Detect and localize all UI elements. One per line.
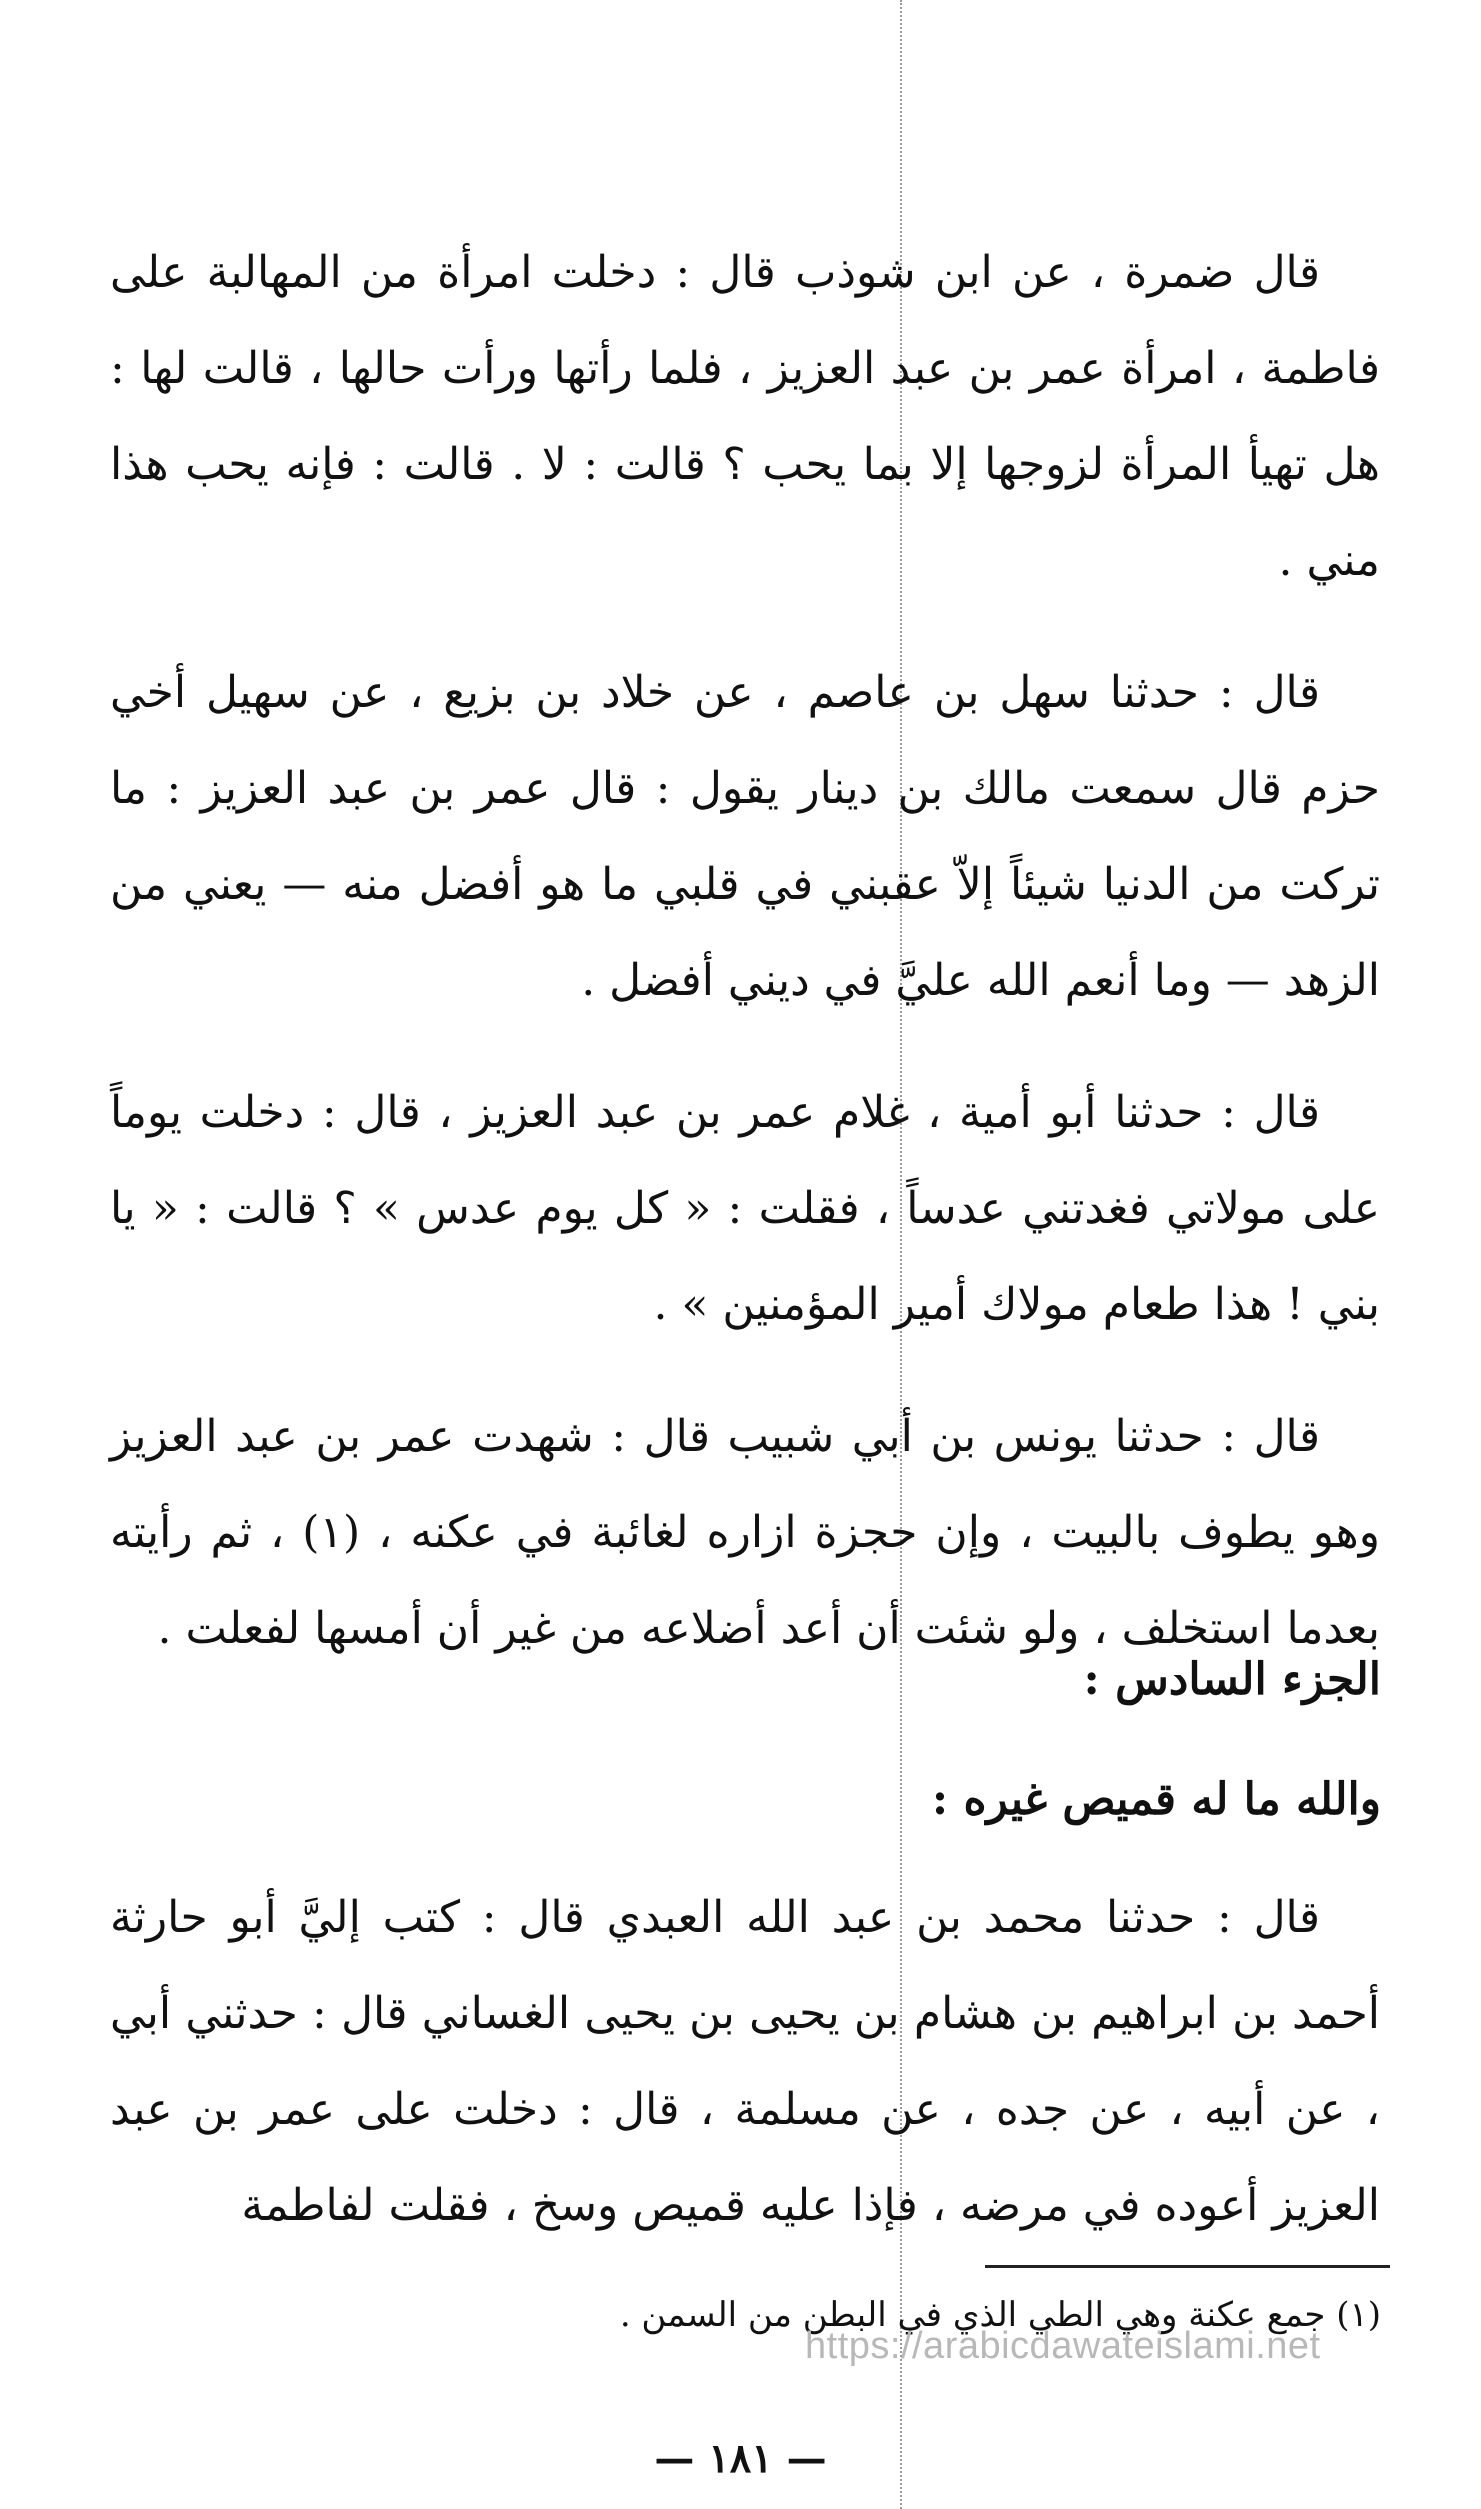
footnote-divider <box>985 2265 1390 2268</box>
footnote: (١) جمع عكنة وهي الطي الذي في البطن من السمن . <box>619 2295 1381 2335</box>
section-heading: الجزء السادس : <box>1083 1654 1381 1705</box>
watermark-url: https://arabicdawateislami.net <box>805 2325 1321 2367</box>
paragraph-3: قال : حدثنا أبو أمية ، غلام عمر بن عبد العزيز ، قال : دخلت يوماً على مولاتي فغدتني عدساً ، فقلت : « كل يوم عدس » ؟ قالت : « يا بني ! هذا طعام مولاك أمير المؤمنين » . <box>110 1087 1380 1330</box>
top-paragraphs <box>110 225 1380 1713</box>
sub-heading: والله ما له قميص غيره : <box>931 1774 1381 1825</box>
bottom-paragraphs <box>110 1870 1380 2290</box>
paragraph-2: قال : حدثنا سهل بن عاصم ، عن خلاد بن بزيع ، عن سهيل أخي حزم قال سمعت مالك بن دينار يقول : قال عمر بن عبد العزيز : ما تركت من الدنيا شيئاً إلاّ عقبني في قلبي ما هو أفضل منه — يعني من الزهد — وما أنعم الله عليَّ في ديني أفضل . <box>110 667 1381 1006</box>
paragraph-4: قال : حدثنا يونس بن أبي شبيب قال : شهدت عمر بن عبد العزيز وهو يطوف بالبيت ، وإن حجزة ازاره لغائبة في عكنه ، (١) ، ثم رأيته بعدما استخلف ، ولو شئت أن أعد أضلاعه من غير أن أمسها لفعلت . <box>110 1411 1380 1654</box>
page-number: — ١٨١ — <box>654 2435 827 2482</box>
paragraph-1: قال ضمرة ، عن ابن شوذب قال : دخلت امرأة من المهالبة على فاطمة ، امرأة عمر بن عبد العزيز ، فلما رأتها ورأت حالها ، قالت لها : هل تهيأ المرأة لزوجها إلا بما يحب ؟ قالت : لا . قالت : فإنه يحب هذا مني . <box>110 247 1380 586</box>
paragraph-5: قال : حدثنا محمد بن عبد الله العبدي قال : كتب إليَّ أبو حارثة أحمد بن ابراهيم بن هشام بن يحيى بن يحيى الغساني قال : حدثني أبي ، عن أبيه ، عن جده ، عن مسلمة ، قال : دخلت على عمر بن عبد العزيز أعوده في مرضه ، فإذا عليه قميص وسخ ، فقلت لفاطمة <box>110 1892 1380 2231</box>
